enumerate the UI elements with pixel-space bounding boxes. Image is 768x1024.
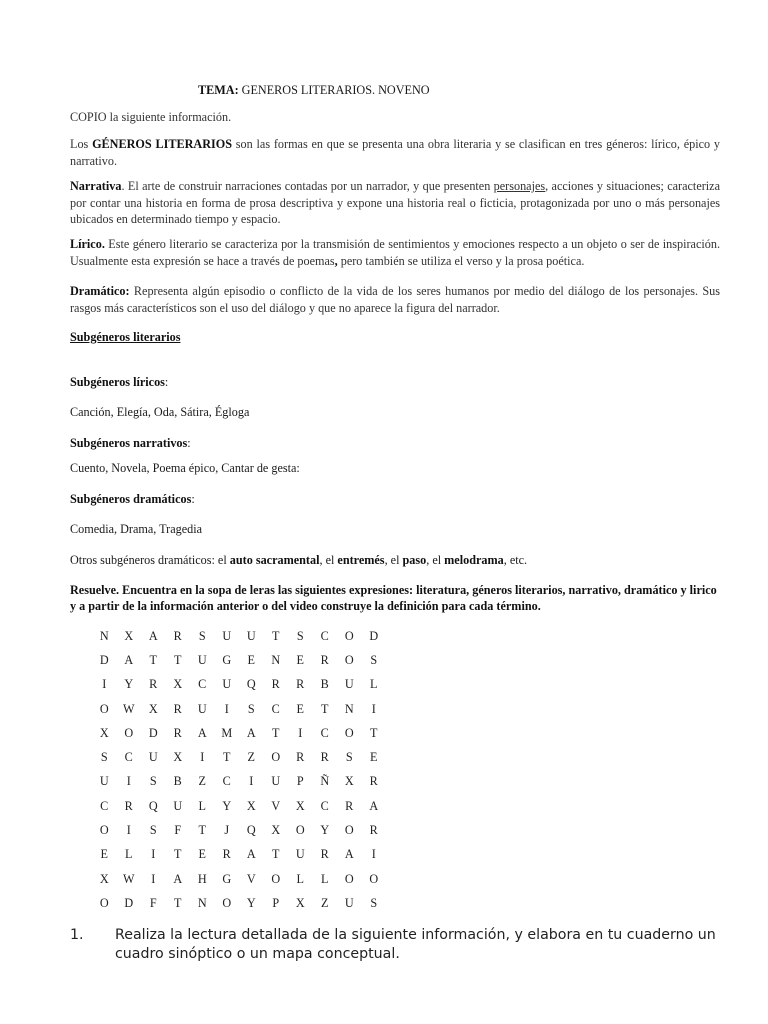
word-search-cell: R: [320, 847, 329, 862]
word-search-cell: R: [320, 750, 329, 765]
word-search-cell: Z: [247, 750, 255, 765]
word-search-cell: S: [149, 774, 157, 789]
dramatico-label: Dramático:: [70, 284, 130, 298]
word-search-cell: Y: [124, 677, 134, 692]
copy-instruction: COPIO la siguiente información.: [70, 110, 232, 124]
paso: paso: [402, 553, 427, 567]
word-search-cell: O: [369, 871, 379, 886]
word-search-cell: T: [272, 725, 280, 740]
word-search-cell: C: [271, 701, 280, 716]
word-search-cell: N: [99, 628, 109, 643]
entremes: entremés: [337, 553, 385, 567]
word-search-cell: E: [296, 701, 304, 716]
word-search-cell: A: [246, 847, 256, 862]
subgeneros-heading: [70, 329, 720, 346]
resuelve-text: Resuelve. Encuentra en la sopa de leras las siguientes expresiones: literatura, géneros literarios, narrativo, dramático y lirico y a partir de la información anterior o del video construye la definición para cada término.: [70, 583, 717, 613]
liricos-heading: [70, 374, 720, 391]
word-search-cell: U: [148, 750, 158, 765]
word-search-cell: E: [370, 750, 378, 765]
word-search-cell: S: [370, 652, 378, 667]
word-search-cell: V: [246, 871, 256, 886]
word-search-cell: O: [344, 871, 354, 886]
word-search-cell: T: [321, 701, 329, 716]
word-search-cell: X: [99, 871, 109, 886]
word-search-cell: J: [224, 823, 230, 838]
word-search-row: [92, 891, 386, 915]
word-search-cell: O: [271, 750, 281, 765]
word-search-cell: E: [198, 847, 206, 862]
word-search-cell: N: [197, 895, 207, 910]
intro-bold: GÉNEROS LITERARIOS: [92, 137, 233, 151]
word-search-row: [92, 624, 386, 648]
word-search-cell: O: [271, 871, 281, 886]
word-search-cell: T: [174, 847, 182, 862]
task-number: 1.: [70, 927, 84, 943]
word-search-cell: X: [344, 774, 354, 789]
narrativa-label: Narrativa: [70, 179, 122, 193]
liricos-list: Canción, Elegía, Oda, Sátira, Égloga: [70, 405, 250, 419]
word-search-cell: F: [174, 823, 182, 838]
word-search-cell: A: [124, 652, 134, 667]
word-search-cell: R: [369, 823, 378, 838]
word-search-cell: O: [124, 725, 134, 740]
word-search-cell: G: [222, 871, 232, 886]
word-search-cell: I: [371, 701, 376, 716]
word-search-cell: B: [320, 677, 329, 692]
word-search-cell: L: [321, 871, 329, 886]
word-search-cell: O: [344, 725, 354, 740]
word-search-cell: X: [99, 725, 109, 740]
lirico-post: pero también se utiliza el verso y la prosa poética.: [337, 253, 585, 268]
word-search-cell: O: [99, 701, 109, 716]
narrativa-pre: . El arte de construir narraciones contadas por un narrador, y que presenten: [121, 179, 494, 193]
word-search-cell: E: [247, 652, 255, 667]
word-search-cell: G: [222, 652, 232, 667]
dramaticos-list: Comedia, Drama, Tragedia: [70, 522, 203, 536]
word-search-cell: C: [100, 798, 109, 813]
word-search-cell: P: [272, 895, 280, 910]
otros-post: , etc.: [503, 553, 528, 567]
word-search-cell: A: [369, 798, 379, 813]
word-search-cell: R: [222, 847, 231, 862]
lirico-label: Lírico.: [70, 237, 105, 251]
otros-pre: Otros subgéneros dramáticos: el: [70, 553, 230, 567]
word-search-cell: X: [295, 895, 305, 910]
word-search-row: [92, 818, 386, 842]
dramaticos-heading: [70, 491, 720, 508]
word-search-cell: T: [174, 652, 182, 667]
word-search-cell: L: [370, 677, 378, 692]
word-search-cell: T: [370, 725, 378, 740]
resuelve-instruction: [70, 583, 720, 614]
word-search-cell: U: [295, 847, 305, 862]
word-search-cell: U: [197, 701, 207, 716]
word-search-cell: O: [344, 628, 354, 643]
word-search-cell: Q: [148, 798, 158, 813]
word-search-cell: S: [149, 823, 157, 838]
otros-sep1: , el: [319, 553, 338, 567]
word-search-row: [92, 843, 386, 867]
word-search-cell: X: [295, 798, 305, 813]
otros-subgeneros: [70, 552, 720, 569]
word-search-cell: E: [296, 652, 304, 667]
task-text: Realiza la lectura detallada de la siguiente información, y elabora en tu cuaderno un cuadro sinóptico o un mapa conceptual.: [115, 927, 716, 962]
word-search-row: [92, 673, 386, 697]
word-search-row: [92, 770, 386, 794]
narrativos-heading-text: Subgéneros narrativos: [70, 436, 188, 450]
word-search-cell: D: [124, 895, 134, 910]
word-search-cell: R: [149, 677, 158, 692]
melodrama: melodrama: [444, 553, 504, 567]
personajes-link[interactable]: personajes: [493, 179, 546, 193]
word-search-cell: O: [295, 823, 305, 838]
word-search-cell: Y: [246, 895, 256, 910]
narrativos-list: Cuento, Novela, Poema épico, Cantar de gesta:: [70, 461, 300, 475]
word-search-cell: I: [151, 847, 156, 862]
word-search-cell: L: [198, 798, 206, 813]
page-title: [198, 82, 598, 99]
word-search-cell: O: [222, 895, 232, 910]
word-search-row: [92, 648, 386, 672]
word-search-cell: S: [296, 628, 304, 643]
word-search-row: [92, 867, 386, 891]
word-search-cell: A: [246, 725, 256, 740]
word-search-cell: D: [148, 725, 158, 740]
word-search-cell: C: [320, 798, 329, 813]
word-search-cell: W: [122, 871, 135, 886]
word-search-cell: U: [222, 628, 232, 643]
word-search-cell: S: [345, 750, 353, 765]
dramatico-text: Representa algún episodio o conflicto de la vida de los seres humanos por medio del diálogo de los personajes. Sus rasgos más característicos son el uso del diálogo y que no aparece la figura del narrador.: [70, 284, 720, 315]
word-search-cell: I: [298, 725, 303, 740]
word-search-cell: X: [173, 750, 183, 765]
word-search-cell: T: [272, 628, 280, 643]
word-search-cell: L: [296, 871, 304, 886]
word-search-cell: T: [174, 895, 182, 910]
word-search-cell: X: [246, 798, 256, 813]
word-search-cell: N: [344, 701, 354, 716]
word-search-cell: P: [296, 774, 304, 789]
word-search-row: [92, 745, 386, 769]
auto-sacramental: auto sacramental: [229, 553, 320, 567]
word-search-cell: R: [369, 774, 378, 789]
word-search-cell: R: [296, 677, 305, 692]
intro-pre: Los: [70, 137, 93, 151]
word-search-cell: M: [221, 725, 233, 740]
lirico-comma: ,: [334, 253, 338, 268]
word-search-cell: T: [198, 823, 206, 838]
word-search-cell: T: [272, 847, 280, 862]
word-search-cell: I: [249, 774, 254, 789]
word-search-cell: I: [371, 847, 376, 862]
subgeneros-heading-text: Subgéneros literarios: [70, 330, 181, 344]
word-search-cell: O: [344, 823, 354, 838]
word-search-cell: I: [126, 774, 131, 789]
word-search-cell: U: [173, 798, 183, 813]
word-search-cell: R: [173, 701, 182, 716]
word-search-cell: Y: [320, 823, 330, 838]
word-search-cell: R: [345, 798, 354, 813]
word-search-row: [92, 697, 386, 721]
narrativa-paragraph: [70, 178, 720, 228]
word-search-cell: O: [344, 652, 354, 667]
lirico-paragraph: [70, 236, 720, 269]
intro-paragraph: [70, 136, 720, 169]
dramaticos-colon: :: [191, 492, 195, 506]
word-search-cell: Q: [246, 677, 256, 692]
otros-sep3: , el: [426, 553, 445, 567]
narrativos-heading: [70, 435, 720, 452]
word-search-row: [92, 721, 386, 745]
word-search-cell: H: [197, 871, 207, 886]
word-search-cell: D: [369, 628, 379, 643]
word-search-cell: B: [173, 774, 182, 789]
word-search-cell: I: [224, 701, 229, 716]
word-search-cell: O: [99, 823, 109, 838]
word-search-cell: S: [370, 895, 378, 910]
word-search-cell: U: [344, 677, 354, 692]
word-search-cell: I: [126, 823, 131, 838]
word-search-cell: X: [148, 701, 158, 716]
word-search-cell: R: [296, 750, 305, 765]
word-search-cell: E: [100, 847, 108, 862]
narrativa-post: , acciones y situaciones; caracteriza por contar una historia en forma de prosa descriptiva y expone una historia real o ficticia, protagonizada por uno o más personajes ubicados en determinado tiempo y espacio.: [70, 179, 720, 226]
word-search-cell: X: [124, 628, 134, 643]
word-search-cell: S: [100, 750, 108, 765]
dramaticos-heading-text: Subgéneros dramáticos: [70, 492, 192, 506]
word-search-cell: Q: [246, 823, 256, 838]
word-search-cell: C: [320, 725, 329, 740]
word-search-row: [92, 794, 386, 818]
word-search-cell: I: [102, 677, 107, 692]
word-search-cell: C: [222, 774, 231, 789]
word-search-cell: Z: [198, 774, 206, 789]
word-search-cell: X: [173, 677, 183, 692]
dramatico-paragraph: [70, 283, 720, 316]
word-search-cell: L: [125, 847, 133, 862]
word-search-cell: U: [344, 895, 354, 910]
word-search-cell: I: [200, 750, 205, 765]
intro-post: son las formas en que se presenta una obra literaria y se clasifican en tres géneros: lírico, épico y narrativo.: [70, 137, 721, 168]
word-search-cell: S: [198, 628, 206, 643]
word-search-cell: Ñ: [320, 774, 330, 789]
word-search-cell: C: [124, 750, 133, 765]
word-search-cell: R: [124, 798, 133, 813]
word-search-cell: W: [122, 701, 135, 716]
word-search-cell: S: [247, 701, 255, 716]
word-search-cell: U: [271, 774, 281, 789]
word-search-cell: Y: [222, 798, 232, 813]
word-search-cell: X: [271, 823, 281, 838]
word-search-cell: T: [149, 652, 157, 667]
word-search-cell: N: [271, 652, 281, 667]
liricos-heading-text: Subgéneros líricos: [70, 375, 165, 389]
word-search-cell: C: [198, 677, 207, 692]
word-search-cell: O: [99, 895, 109, 910]
word-search-grid: [92, 624, 386, 916]
word-search-cell: A: [148, 628, 158, 643]
liricos-colon: :: [164, 375, 169, 389]
narrativos-colon: :: [187, 436, 191, 450]
word-search-cell: V: [271, 798, 281, 813]
title-text: GENEROS LITERARIOS. NOVENO: [238, 83, 430, 97]
word-search-cell: T: [223, 750, 231, 765]
word-search-cell: U: [246, 628, 256, 643]
word-search-cell: Z: [321, 895, 329, 910]
word-search-cell: A: [197, 725, 207, 740]
word-search-cell: R: [173, 725, 182, 740]
title-label: TEMA:: [198, 83, 239, 97]
word-search-cell: R: [320, 652, 329, 667]
otros-sep2: , el: [384, 553, 403, 567]
word-search-cell: A: [344, 847, 354, 862]
word-search-cell: F: [149, 895, 157, 910]
word-search-cell: U: [99, 774, 109, 789]
word-search-cell: D: [99, 652, 109, 667]
word-search-cell: U: [197, 652, 207, 667]
word-search-cell: U: [222, 677, 232, 692]
word-search-cell: R: [173, 628, 182, 643]
word-search-cell: I: [151, 871, 156, 886]
lirico-pre: Este género literario se caracteriza por la transmisión de sentimientos y emociones respecto a un objeto o ser de inspiración. Usualmente esta expresión se hace a través de poemas: [70, 237, 720, 268]
word-search-cell: C: [320, 628, 329, 643]
word-search-cell: A: [173, 871, 183, 886]
word-search-cell: R: [271, 677, 280, 692]
